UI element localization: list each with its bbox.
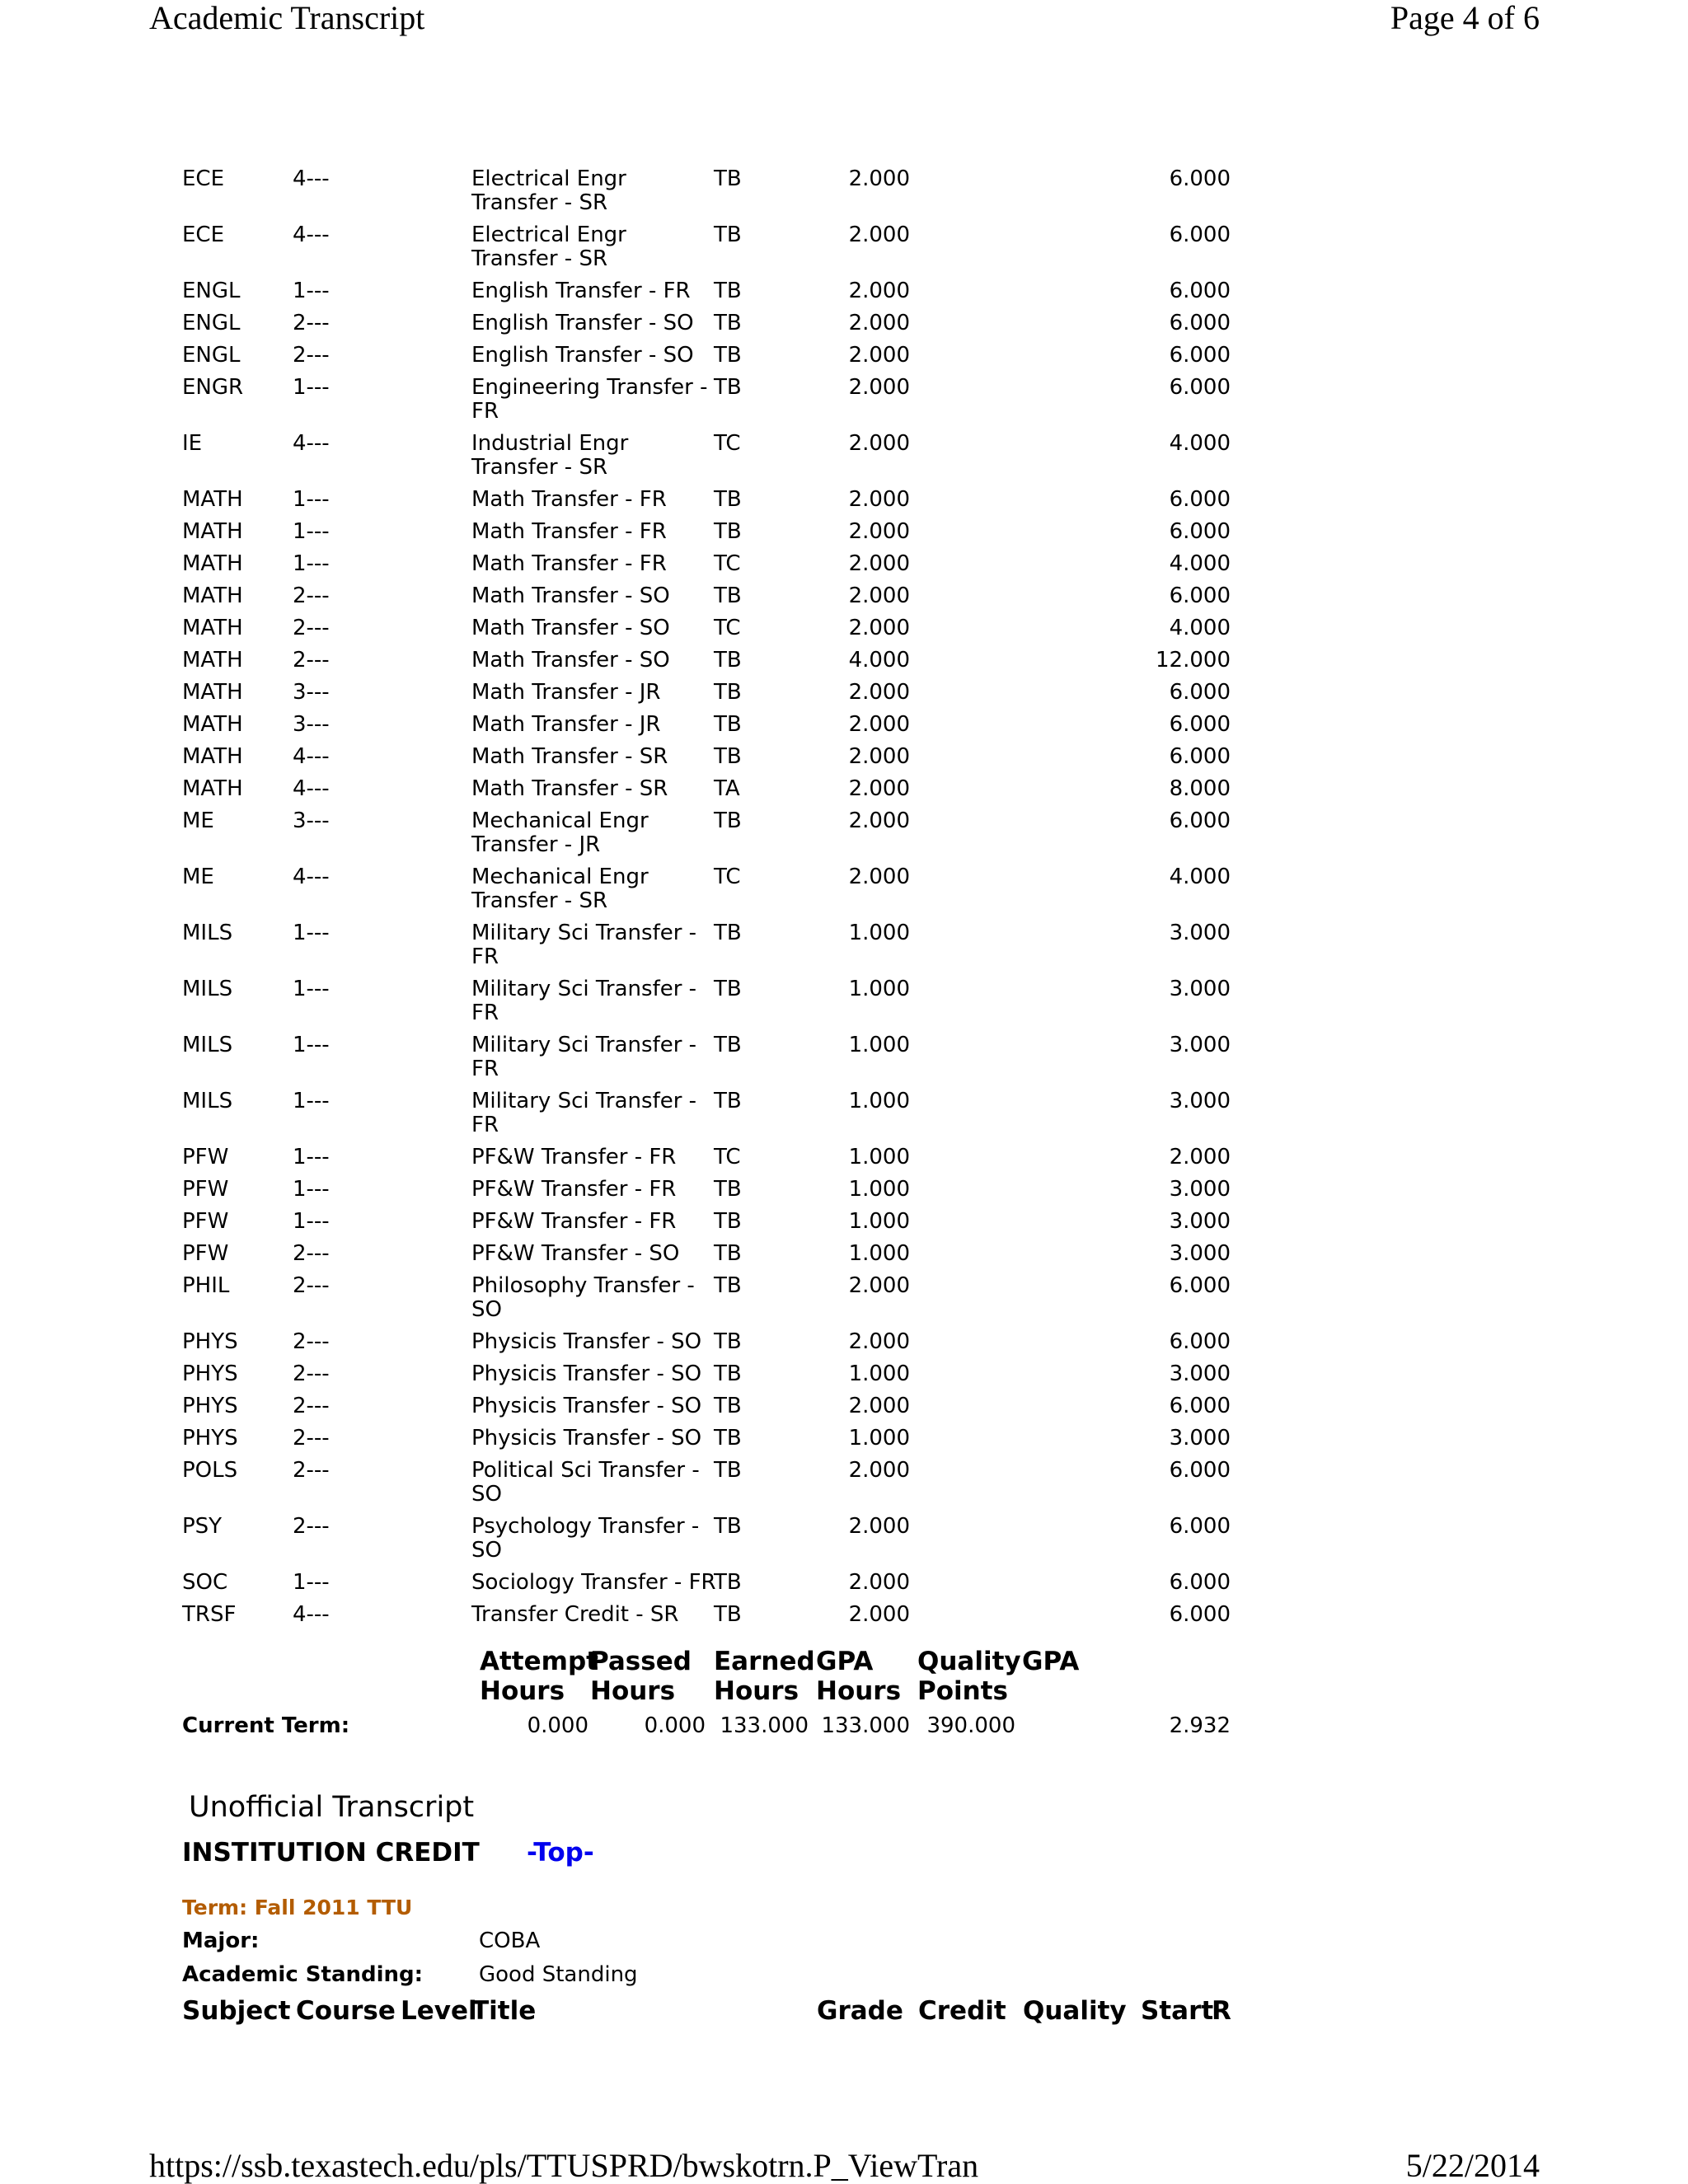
academic-standing-value: Good Standing <box>479 1962 638 1987</box>
course-quality: 3.000 <box>1169 1361 1231 1386</box>
course-credit: 2.000 <box>848 343 910 368</box>
course-title: Philosophy Transfer - SO <box>471 1273 695 1322</box>
course-grade: TB <box>714 1514 742 1539</box>
course-credit: 1.000 <box>848 1209 910 1234</box>
unofficial-transcript-title: Unofficial Transcript <box>189 1791 475 1824</box>
course-quality: 6.000 <box>1169 279 1231 303</box>
course-number: 2--- <box>293 1361 330 1386</box>
course-subject: PHIL <box>182 1273 230 1298</box>
course-quality: 6.000 <box>1169 519 1231 544</box>
course-credit: 2.000 <box>848 1514 910 1539</box>
course-subject: ME <box>182 808 214 833</box>
course-grade: TB <box>714 1033 742 1057</box>
totals-header-quality-points: Quality Points <box>917 1647 1021 1706</box>
course-number: 3--- <box>293 808 330 833</box>
course-subject: MATH <box>182 680 243 705</box>
totals-header-earned: Earned Hours <box>714 1647 815 1706</box>
course-subject: MILS <box>182 977 233 1001</box>
course-credit: 2.000 <box>848 616 910 640</box>
course-quality: 4.000 <box>1169 431 1231 456</box>
page-footer-url: https://ssb.texastech.edu/pls/TTUSPRD/bwskotrn.P_ViewTran <box>149 2147 979 2184</box>
course-grade: TB <box>714 921 742 945</box>
course-title: Physicis Transfer - SO <box>471 1426 702 1451</box>
course-title: Mechanical Engr Transfer - JR <box>471 808 649 857</box>
course-subject: MATH <box>182 583 243 608</box>
course-number: 1--- <box>293 551 330 576</box>
course-grade: TC <box>714 551 741 576</box>
course-quality: 6.000 <box>1169 223 1231 247</box>
current-term-earned: 133.000 <box>720 1713 809 1738</box>
course-grade: TB <box>714 1458 742 1483</box>
course-quality: 6.000 <box>1169 166 1231 191</box>
course-grade: TB <box>714 311 742 335</box>
course-title: Military Sci Transfer - FR <box>471 1033 697 1081</box>
course-quality: 6.000 <box>1169 1394 1231 1418</box>
current-term-quality-points: 390.000 <box>926 1713 1015 1738</box>
course-title: Mechanical Engr Transfer - SR <box>471 865 649 913</box>
course-subject: PHYS <box>182 1426 238 1451</box>
course-quality: 6.000 <box>1169 311 1231 335</box>
course-credit: 2.000 <box>848 1273 910 1298</box>
course-number: 4--- <box>293 744 330 769</box>
course-grade: TA <box>714 776 740 801</box>
course-number: 2--- <box>293 1329 330 1354</box>
course-number: 1--- <box>293 1177 330 1202</box>
course-grade: TB <box>714 223 742 247</box>
course-credit: 2.000 <box>848 808 910 833</box>
course-quality: 6.000 <box>1169 680 1231 705</box>
course-title: Military Sci Transfer - FR <box>471 977 697 1025</box>
course-number: 2--- <box>293 311 330 335</box>
course-number: 4--- <box>293 865 330 889</box>
course-credit: 1.000 <box>848 1033 910 1057</box>
course-quality: 6.000 <box>1169 583 1231 608</box>
course-title: Political Sci Transfer - SO <box>471 1458 700 1507</box>
term-label: Term: Fall 2011 TTU <box>182 1896 413 1919</box>
course-number: 3--- <box>293 712 330 737</box>
course-quality: 3.000 <box>1169 1033 1231 1057</box>
course-grade: TB <box>714 977 742 1001</box>
course-quality: 6.000 <box>1169 744 1231 769</box>
course-number: 2--- <box>293 1241 330 1266</box>
course-subject: MILS <box>182 1089 233 1113</box>
course-credit: 4.000 <box>848 648 910 673</box>
totals-header-gpa-hours: GPA Hours <box>816 1647 902 1706</box>
course-quality: 4.000 <box>1169 616 1231 640</box>
course-number: 4--- <box>293 166 330 191</box>
course-subject: TRSF <box>182 1602 237 1627</box>
totals-header-attempt: Attempt Hours <box>480 1647 598 1706</box>
academic-standing-label: Academic Standing: <box>182 1962 424 1987</box>
course-credit: 2.000 <box>848 223 910 247</box>
course-grade: TC <box>714 865 741 889</box>
course-quality: 6.000 <box>1169 712 1231 737</box>
course-title: English Transfer - SO <box>471 343 694 368</box>
course-title: Math Transfer - SR <box>471 776 668 801</box>
course-quality: 6.000 <box>1169 1602 1231 1627</box>
course-credit: 2.000 <box>848 680 910 705</box>
course-subject: ENGR <box>182 375 244 400</box>
course-credit: 2.000 <box>848 1458 910 1483</box>
course-subject: MATH <box>182 776 243 801</box>
page-header-page-number: Page 4 of 6 <box>1390 0 1540 36</box>
course-subject: PFW <box>182 1241 229 1266</box>
course-subject: MATH <box>182 551 243 576</box>
course-title: Military Sci Transfer - FR <box>471 1089 697 1137</box>
course-grade: TB <box>714 1209 742 1234</box>
course-subject: MATH <box>182 712 243 737</box>
current-term-attempt: 0.000 <box>527 1713 588 1738</box>
course-credit: 2.000 <box>848 712 910 737</box>
course-number: 1--- <box>293 921 330 945</box>
course-grade: TB <box>714 1329 742 1354</box>
course-number: 2--- <box>293 1458 330 1483</box>
course-number: 4--- <box>293 1602 330 1627</box>
course-title: Electrical Engr Transfer - SR <box>471 166 626 215</box>
course-grade: TC <box>714 1145 741 1169</box>
course-subject: MATH <box>182 744 243 769</box>
col-header-course: Course <box>296 1996 396 2026</box>
col-header-subject: Subject <box>182 1996 291 2026</box>
course-quality: 6.000 <box>1169 1570 1231 1595</box>
course-number: 1--- <box>293 1089 330 1113</box>
course-grade: TB <box>714 375 742 400</box>
course-number: 4--- <box>293 776 330 801</box>
course-subject: PHYS <box>182 1329 238 1354</box>
current-term-label: Current Term: <box>182 1713 350 1738</box>
course-number: 1--- <box>293 1209 330 1234</box>
course-grade: TB <box>714 1089 742 1113</box>
course-number: 2--- <box>293 648 330 673</box>
course-quality: 2.000 <box>1169 1145 1231 1169</box>
course-subject: ENGL <box>182 343 241 368</box>
top-link[interactable]: -Top- <box>527 1838 594 1868</box>
course-subject: PFW <box>182 1145 229 1169</box>
course-credit: 2.000 <box>848 311 910 335</box>
course-grade: TB <box>714 1602 742 1627</box>
course-number: 2--- <box>293 1426 330 1451</box>
course-title: PF&W Transfer - FR <box>471 1177 677 1202</box>
course-title: Sociology Transfer - FR <box>471 1570 716 1595</box>
course-title: Physicis Transfer - SO <box>471 1329 702 1354</box>
course-number: 3--- <box>293 680 330 705</box>
course-grade: TB <box>714 166 742 191</box>
course-credit: 1.000 <box>848 1426 910 1451</box>
course-credit: 2.000 <box>848 487 910 512</box>
major-value: COBA <box>479 1929 541 1953</box>
course-number: 1--- <box>293 1145 330 1169</box>
course-credit: 1.000 <box>848 1145 910 1169</box>
course-quality: 3.000 <box>1169 1241 1231 1266</box>
course-credit: 1.000 <box>848 1361 910 1386</box>
course-number: 2--- <box>293 1394 330 1418</box>
col-header-quality: Quality <box>1023 1996 1127 2026</box>
course-subject: ENGL <box>182 279 241 303</box>
course-title: Electrical Engr Transfer - SR <box>471 223 626 271</box>
course-grade: TC <box>714 431 741 456</box>
course-title: PF&W Transfer - FR <box>471 1145 677 1169</box>
current-term-gpa-hours: 133.000 <box>821 1713 910 1738</box>
course-subject: MILS <box>182 1033 233 1057</box>
major-label: Major: <box>182 1929 260 1953</box>
course-number: 1--- <box>293 375 330 400</box>
course-grade: TB <box>714 519 742 544</box>
course-quality: 6.000 <box>1169 487 1231 512</box>
course-grade: TB <box>714 343 742 368</box>
course-grade: TB <box>714 648 742 673</box>
course-credit: 2.000 <box>848 166 910 191</box>
course-quality: 12.000 <box>1156 648 1231 673</box>
course-quality: 4.000 <box>1169 551 1231 576</box>
course-subject: SOC <box>182 1570 228 1595</box>
course-number: 1--- <box>293 279 330 303</box>
course-quality: 6.000 <box>1169 375 1231 400</box>
totals-header-passed: Passed Hours <box>590 1647 692 1706</box>
course-title: Math Transfer - SR <box>471 744 668 769</box>
course-grade: TB <box>714 487 742 512</box>
course-credit: 2.000 <box>848 519 910 544</box>
course-title: Industrial Engr Transfer - SR <box>471 431 629 480</box>
course-quality: 3.000 <box>1169 1177 1231 1202</box>
course-subject: MATH <box>182 616 243 640</box>
col-header-r: R <box>1212 1996 1231 2026</box>
course-number: 1--- <box>293 487 330 512</box>
course-title: Physicis Transfer - SO <box>471 1361 702 1386</box>
course-title: Math Transfer - JR <box>471 680 661 705</box>
course-subject: PFW <box>182 1209 229 1234</box>
course-number: 1--- <box>293 519 330 544</box>
course-quality: 4.000 <box>1169 865 1231 889</box>
course-title: English Transfer - SO <box>471 311 694 335</box>
course-number: 2--- <box>293 1273 330 1298</box>
course-title: Transfer Credit - SR <box>471 1602 679 1627</box>
course-grade: TB <box>714 583 742 608</box>
course-subject: PFW <box>182 1177 229 1202</box>
course-grade: TB <box>714 1361 742 1386</box>
course-subject: ECE <box>182 166 225 191</box>
course-quality: 6.000 <box>1169 1329 1231 1354</box>
course-quality: 3.000 <box>1169 977 1231 1001</box>
course-title: Math Transfer - FR <box>471 487 667 512</box>
course-credit: 2.000 <box>848 1602 910 1627</box>
course-title: Engineering Transfer - FR <box>471 375 708 424</box>
course-title: Math Transfer - SO <box>471 583 670 608</box>
course-title: Psychology Transfer - SO <box>471 1514 700 1563</box>
course-credit: 2.000 <box>848 865 910 889</box>
course-number: 2--- <box>293 343 330 368</box>
course-title: PF&W Transfer - FR <box>471 1209 677 1234</box>
col-header-credit: Credit <box>918 1996 1006 2026</box>
course-subject: POLS <box>182 1458 238 1483</box>
course-subject: MATH <box>182 519 243 544</box>
course-credit: 2.000 <box>848 583 910 608</box>
course-subject: IE <box>182 431 203 456</box>
course-number: 1--- <box>293 1570 330 1595</box>
col-header-grade: Grade <box>817 1996 903 2026</box>
course-subject: ECE <box>182 223 225 247</box>
course-title: Math Transfer - FR <box>471 519 667 544</box>
course-quality: 3.000 <box>1169 1209 1231 1234</box>
course-quality: 3.000 <box>1169 1426 1231 1451</box>
col-header-title: Title <box>471 1996 537 2026</box>
course-quality: 6.000 <box>1169 343 1231 368</box>
course-subject: PSY <box>182 1514 223 1539</box>
course-title: Math Transfer - SO <box>471 616 670 640</box>
course-grade: TB <box>714 279 742 303</box>
course-credit: 2.000 <box>848 1329 910 1354</box>
course-subject: MATH <box>182 648 243 673</box>
course-quality: 6.000 <box>1169 1458 1231 1483</box>
course-quality: 3.000 <box>1169 1089 1231 1113</box>
totals-header-gpa: GPA <box>1022 1647 1080 1676</box>
course-grade: TB <box>714 808 742 833</box>
course-grade: TB <box>714 1273 742 1298</box>
course-credit: 1.000 <box>848 921 910 945</box>
course-title: PF&W Transfer - SO <box>471 1241 680 1266</box>
course-grade: TB <box>714 1570 742 1595</box>
course-number: 4--- <box>293 223 330 247</box>
course-subject: PHYS <box>182 1361 238 1386</box>
course-number: 1--- <box>293 977 330 1001</box>
course-grade: TB <box>714 712 742 737</box>
course-grade: TB <box>714 1241 742 1266</box>
course-title: Math Transfer - JR <box>471 712 661 737</box>
course-quality: 6.000 <box>1169 1514 1231 1539</box>
course-quality: 3.000 <box>1169 921 1231 945</box>
course-credit: 1.000 <box>848 1241 910 1266</box>
course-title: Math Transfer - FR <box>471 551 667 576</box>
course-title: Math Transfer - SO <box>471 648 670 673</box>
course-credit: 2.000 <box>848 776 910 801</box>
current-term-passed: 0.000 <box>644 1713 706 1738</box>
col-header-level: Level <box>401 1996 477 2026</box>
course-subject: MILS <box>182 921 233 945</box>
course-number: 4--- <box>293 431 330 456</box>
course-subject: MATH <box>182 487 243 512</box>
course-number: 1--- <box>293 1033 330 1057</box>
course-title: Military Sci Transfer - FR <box>471 921 697 969</box>
course-grade: TB <box>714 680 742 705</box>
course-credit: 1.000 <box>848 1177 910 1202</box>
course-credit: 1.000 <box>848 1089 910 1113</box>
course-quality: 6.000 <box>1169 808 1231 833</box>
course-credit: 2.000 <box>848 279 910 303</box>
course-title: Physicis Transfer - SO <box>471 1394 702 1418</box>
course-number: 2--- <box>293 583 330 608</box>
page-footer-date: 5/22/2014 <box>1405 2147 1540 2184</box>
course-grade: TB <box>714 1177 742 1202</box>
course-quality: 6.000 <box>1169 1273 1231 1298</box>
col-header-start: Start <box>1141 1996 1214 2026</box>
course-credit: 2.000 <box>848 551 910 576</box>
institution-credit-heading: INSTITUTION CREDIT <box>182 1838 480 1868</box>
course-grade: TB <box>714 1394 742 1418</box>
course-subject: ENGL <box>182 311 241 335</box>
course-subject: ME <box>182 865 214 889</box>
course-credit: 1.000 <box>848 977 910 1001</box>
course-credit: 2.000 <box>848 744 910 769</box>
course-grade: TB <box>714 744 742 769</box>
course-number: 2--- <box>293 616 330 640</box>
course-grade: TB <box>714 1426 742 1451</box>
course-number: 2--- <box>293 1514 330 1539</box>
page-header-title: Academic Transcript <box>149 0 425 36</box>
current-term-gpa: 2.932 <box>1169 1713 1231 1738</box>
course-credit: 2.000 <box>848 375 910 400</box>
course-grade: TC <box>714 616 741 640</box>
course-credit: 2.000 <box>848 431 910 456</box>
course-title: English Transfer - FR <box>471 279 691 303</box>
course-subject: PHYS <box>182 1394 238 1418</box>
course-quality: 8.000 <box>1169 776 1231 801</box>
course-credit: 2.000 <box>848 1570 910 1595</box>
course-credit: 2.000 <box>848 1394 910 1418</box>
